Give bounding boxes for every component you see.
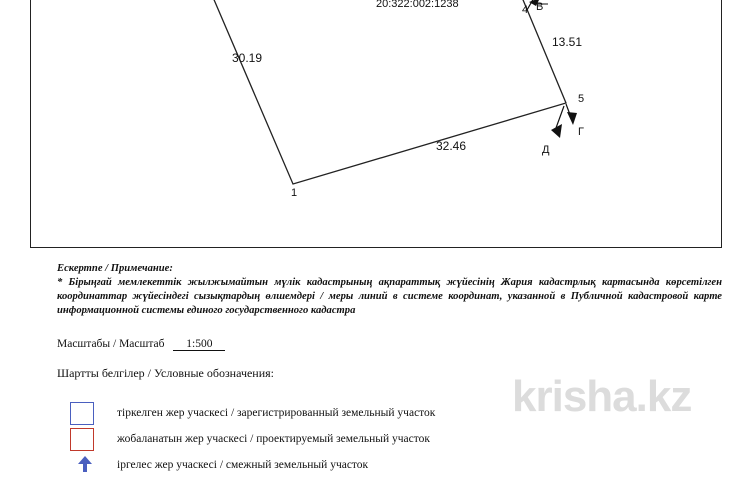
direction-label-b: В	[536, 1, 544, 13]
cadastral-number: 20:322:002:1238	[376, 0, 459, 10]
legend-title: Шартты белгілер / Условные обозначения:	[57, 366, 275, 380]
point-label-1: 1	[291, 187, 298, 199]
direction-label-d: Д	[542, 144, 550, 156]
blue-square-icon	[70, 402, 94, 425]
scale-label: Масштабы / Масштаб	[57, 338, 165, 350]
direction-marker-d-icon	[551, 106, 564, 138]
parcel-boundary	[212, 0, 566, 184]
watermark-logo: krisha.kz	[512, 372, 692, 421]
note-section	[57, 262, 722, 318]
note-title: Ескертпе / Примечание:	[57, 263, 173, 274]
note-body: * Бірыңғай мемлекеттік жылжымайтын мүлік кадастрының ақпараттық жүйесінің Жария кадастрлық картасында көрсетілген координаттар жүйесіндегі сызықтардың өлшемдері / меры линий в системе координат, указанной в Публичной кадастровой карте информационной системы единого государственного кадастра	[57, 277, 722, 316]
direction-marker-g-icon	[566, 104, 577, 125]
legend-item-text: іргелес жер учаскесі / смежный земельный участок	[117, 459, 369, 471]
point-label-5: 5	[578, 93, 585, 105]
scale-value: 1:500	[173, 338, 225, 351]
edge-label-right: 13.51	[552, 35, 583, 49]
legend-item-text: жобаланатын жер учаскесі / проектируемый земельный участок	[117, 433, 430, 445]
edge-label-bottom: 32.46	[436, 139, 467, 153]
direction-label-g: Г	[578, 126, 584, 138]
legend-item-text: тіркелген жер учаскесі / зарегистрированный земельный участок	[117, 407, 436, 419]
edge-label-left: 30.19	[232, 51, 263, 65]
scale-line	[57, 338, 225, 351]
red-square-icon	[70, 428, 94, 451]
point-label-4: 4	[522, 4, 529, 16]
